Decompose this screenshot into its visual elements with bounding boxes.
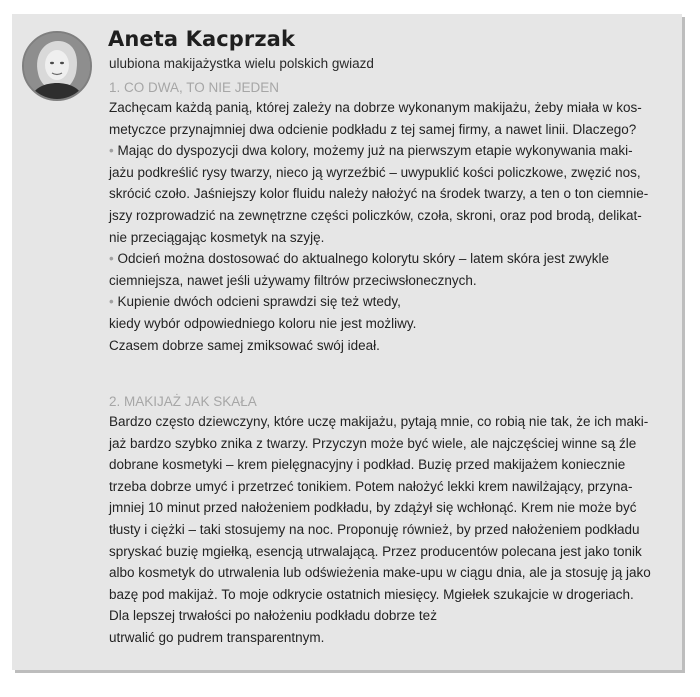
author-portrait-icon [24,33,90,99]
bullet-line [109,248,669,270]
section-heading: 1. CO DWA, TO NIE JEDEN [109,80,280,95]
author-name: Aneta Kacprzak [108,27,296,51]
section-heading: 2. MAKIJAŻ JAK SKAŁA [109,394,257,409]
paragraph-line: nie przeciągając kosmetyk na szyję. [109,229,325,245]
bullet-icon: • [109,251,114,267]
section-makeup-like-rock [109,392,669,649]
bullet-text: Odcień można dostosować do aktualnego kolorytu skóry – latem skóra jest zwykle [113,251,609,267]
paragraph-line: jaż bardzo szybko znika z twarzy. Przyczyn może być wiele, ale najczęściej winne są źle [109,435,637,451]
author-avatar [22,31,92,101]
paragraph-line: jmniej 10 minut przed nałożeniem podkładu, by zdążył się wchłonąć. Krem nie może być [109,500,637,516]
paragraph-line: jszy rozprowadzić na zewnętrzne części policzków, czoła, skroni, oraz pod brodą, delikat- [109,207,642,223]
paragraph-line: spryskać buzię mgiełką, esencją utrwalającą. Przez producentów polecana jest jako tonik [109,543,642,559]
paragraph-line: trzeba dobrze umyć i przetrzeć tonikiem. Potem nałożyć lekki krem nawilżający, przyna- [109,478,633,494]
paragraph-line: bazę pod makijaż. To moje odkrycie ostatnich miesięcy. Mgiełek szukajcie w drogeriach. [109,586,634,602]
author-subtitle: ulubiona makijażystka wielu polskich gwiazd [109,56,374,71]
paragraph-line: Czasem dobrze samej zmiksować swój ideał. [109,337,380,353]
paragraph-line: utrwalić go pudrem transparentnym. [109,629,325,645]
paragraph-line: tłusty i ciężki – taki stosujemy na noc. Proponuję również, by przed nałożeniem podkładu [109,521,640,537]
bullet-line [109,291,669,313]
paragraph-line: albo kosmetyk do utrwalenia lub odświeżenia make-upu w ciągu dnia, ale ja stosuję ją jako [109,565,651,581]
bullet-text: Mając do dyspozycji dwa kolory, możemy już na pierwszym etapie wykonywania maki- [113,143,633,159]
paragraph-line: jażu podkreślić rysy twarzy, nieco ją wyrzeźbić – uwypuklić kości policzkowe, zwęzić nos, [109,164,641,180]
bullet-text: Kupienie dwóch odcieni sprawdzi się też wtedy, [113,294,401,310]
bullet-icon: • [109,143,114,159]
paragraph-line: skrócić czoło. Jaśniejszy kolor fluidu należy nałożyć na środek twarzy, a ten o ton ciemnie- [109,186,649,202]
paragraph-line: Zachęcam każdą panią, której zależy na dobrze wykonanym makijażu, żeby miała w kos- [109,100,642,115]
bullet-icon: • [109,294,114,310]
paragraph-line: Dla lepszej trwałości po nałożeniu podkładu dobrze też [109,608,437,624]
paragraph-line: ciemniejsza, nawet jeśli używamy filtrów przeciwsłonecznych. [109,272,477,288]
paragraph-line: dobrane kosmetyki – krem pielęgnacyjny i podkład. Buzię przed makijażem koniecznie [109,457,626,473]
paragraph-line: kiedy wybór odpowiedniego koloru nie jest możliwy. [109,315,417,331]
paragraph-line: Bardzo często dziewczyny, które uczę makijażu, pytają mnie, co robią nie tak, że ich maki- [109,414,649,429]
section-two-shades [109,78,669,356]
bullet-line [109,140,669,162]
paragraph-line: metyczce przynajmniej dwa odcienie podkładu z tej samej firmy, a nawet linii. Dlaczego? [109,121,637,137]
